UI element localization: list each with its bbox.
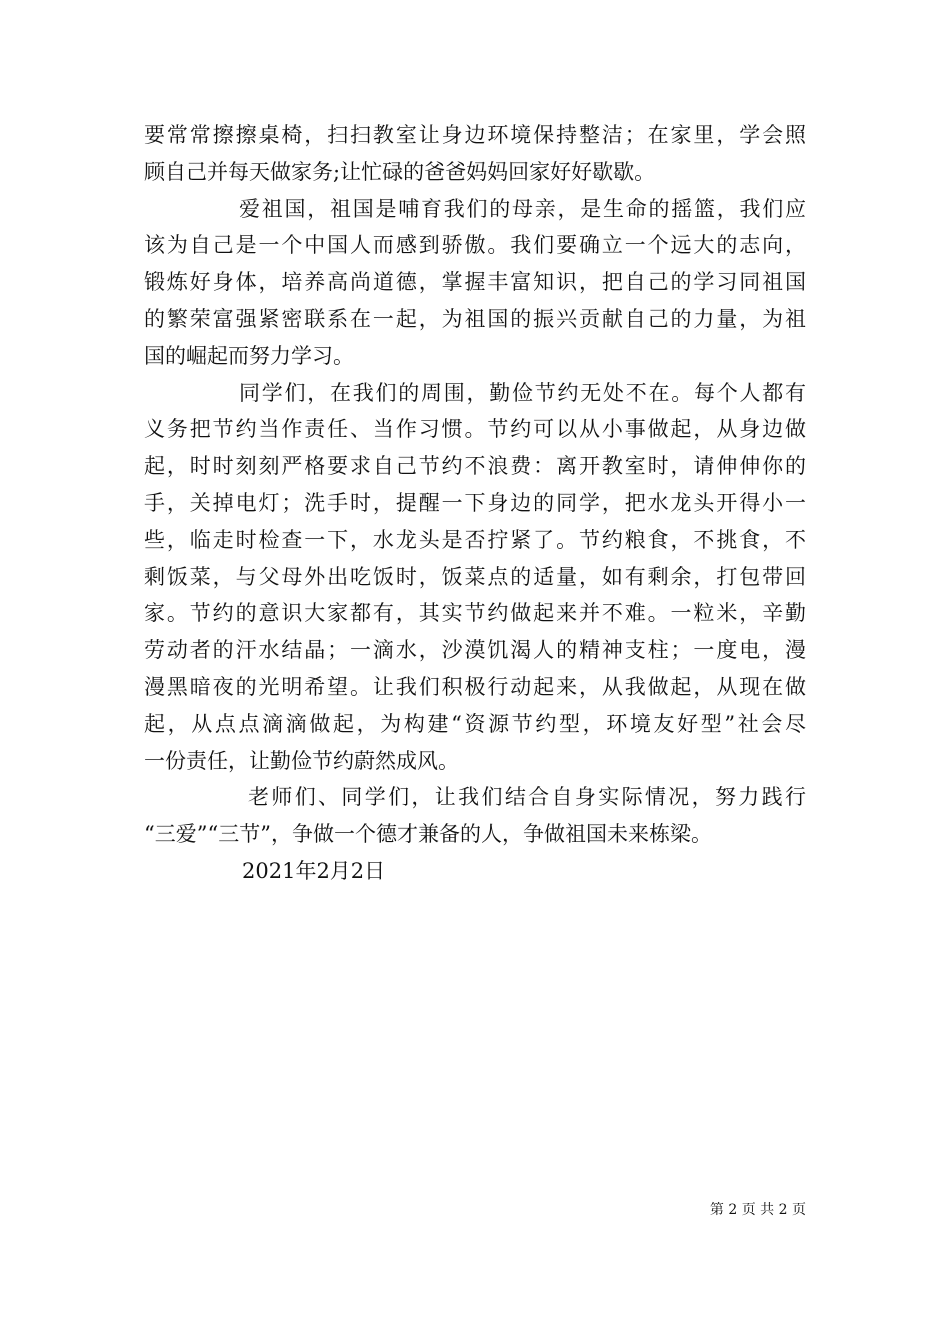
- text-line: 家。节约的意识大家都有，其实节约做起来并不难。一粒米，辛勤: [144, 601, 806, 626]
- text-line: 国的崛起而努力学习。: [144, 343, 354, 368]
- paragraph-start-line: 同学们，在我们的周围，勤俭节约无处不在。每个人都有: [239, 380, 806, 405]
- text-line: 些，临走时检查一下，水龙头是否拧紧了。节约粮食，不挑食，不: [144, 527, 806, 552]
- paragraph-start-line: 老师们、同学们，让我们结合自身实际情况，努力践行: [248, 785, 806, 810]
- page-number-footer: 第 2 页 共 2 页: [709, 1202, 806, 1218]
- text-line: 一份责任，让勤俭节约蔚然成风。: [144, 748, 459, 773]
- paragraph-start-line: 爱祖国，祖国是哺育我们的母亲，是生命的摇篮，我们应: [239, 196, 806, 221]
- text-line: 起，时时刻刻严格要求自己节约不浪费：离开教室时，请伸伸你的: [144, 454, 806, 479]
- text-line: 该为自己是一个中国人而感到骄傲。我们要确立一个远大的志向，: [144, 233, 806, 258]
- text-line: 要常常擦擦桌椅，扫扫教室让身边环境保持整洁；在家里，学会照: [144, 123, 806, 147]
- text-line: 劳动者的汗水结晶；一滴水，沙漠饥渴人的精神支柱；一度电，漫: [144, 638, 806, 663]
- text-line: 顾自己并每天做家务;让忙碌的爸爸妈妈回家好好歇歇。: [144, 159, 656, 184]
- text-line: 剩饭菜，与父母外出吃饭时，饭菜点的适量，如有剩余，打包带回: [144, 564, 806, 589]
- text-line: 义务把节约当作责任、当作习惯。节约可以从小事做起，从身边做: [144, 417, 806, 442]
- text-line: “三爱”“三节”，争做一个德才兼备的人，争做祖国未来栋梁。: [144, 822, 712, 847]
- text-line: 漫黑暗夜的光明希望。让我们积极行动起来，从我做起，从现在做: [144, 674, 806, 699]
- body-text: [144, 117, 806, 890]
- text-line: 起，从点点滴滴做起，为构建“资源节约型，环境友好型”社会尽: [144, 711, 806, 736]
- text-line: 手，关掉电灯；洗手时，提醒一下身边的同学，把水龙头开得小一: [144, 490, 806, 515]
- text-line: 的繁荣富强紧密联系在一起，为祖国的振兴贡献自己的力量，为祖: [144, 306, 806, 331]
- text-line: 锻炼好身体，培养高尚道德，掌握丰富知识，把自己的学习同祖国: [144, 270, 806, 295]
- document-date: 2021年2月2日: [242, 858, 386, 883]
